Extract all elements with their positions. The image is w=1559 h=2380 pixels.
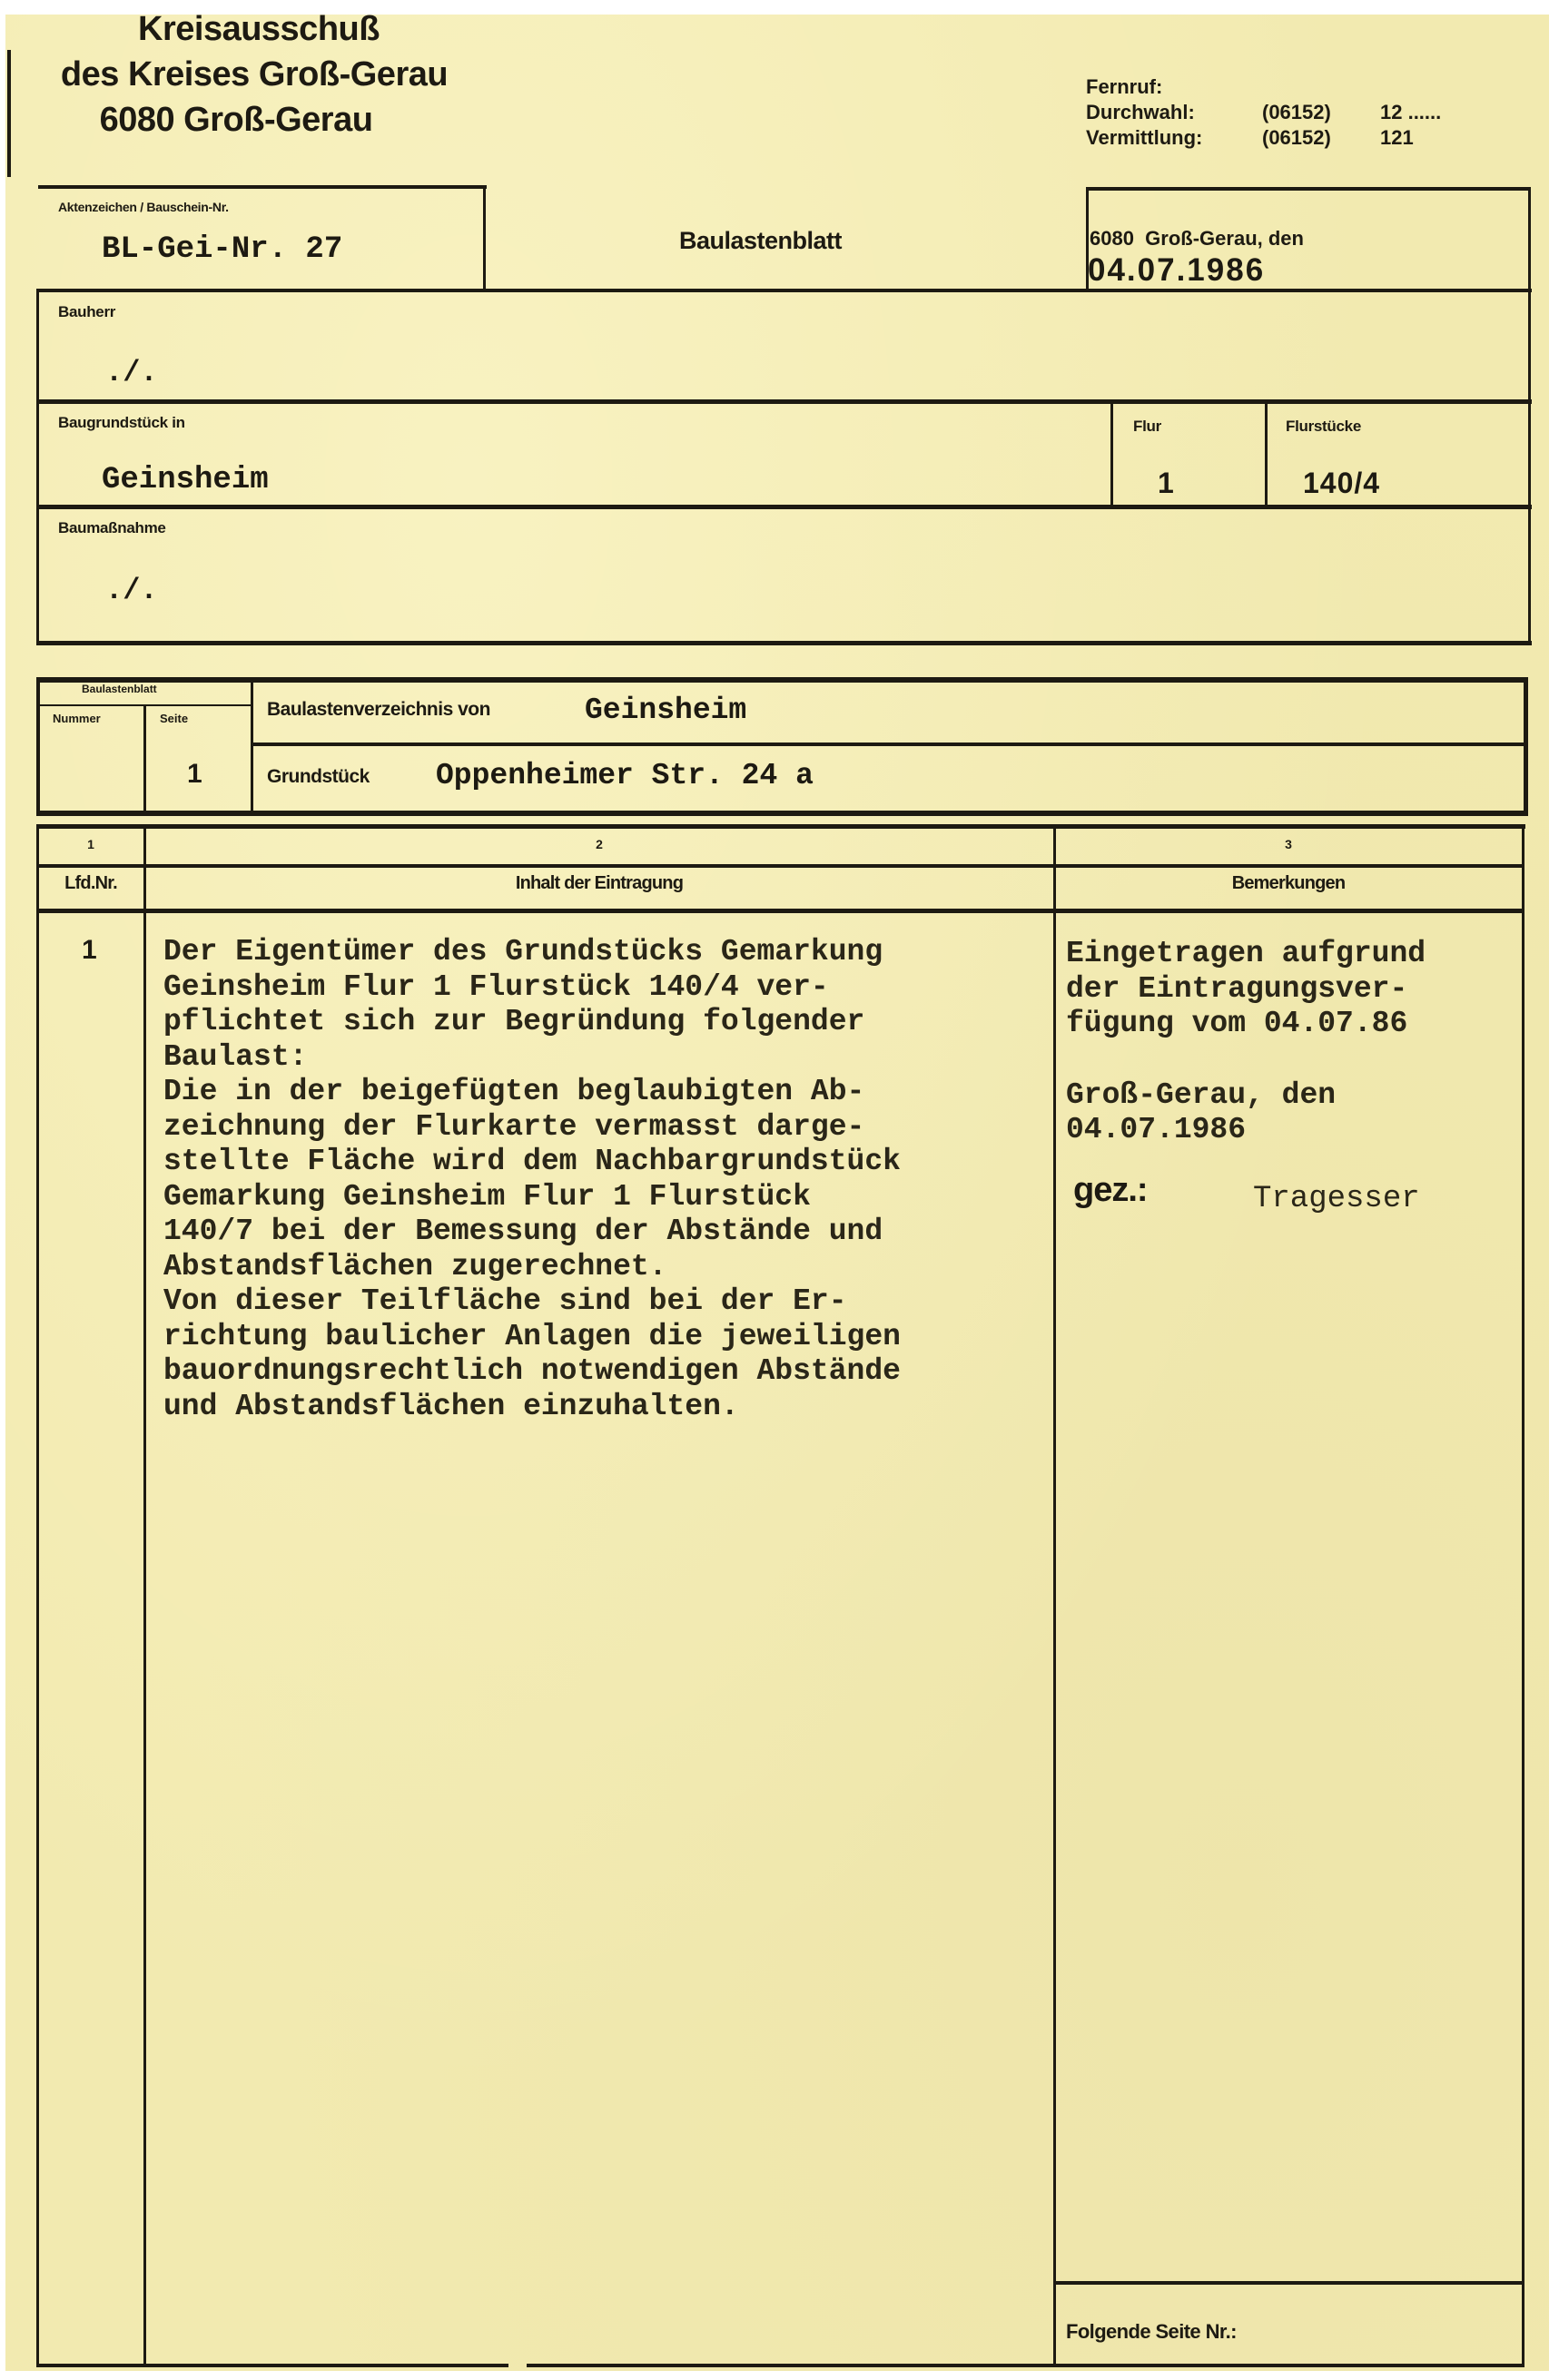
column-number-3: 3 (1285, 837, 1292, 851)
box-border (38, 185, 487, 189)
column-divider (143, 824, 146, 2367)
column-divider (1053, 824, 1056, 2367)
remarks-date: 04.07.1986 (1066, 1113, 1247, 1146)
remarks-line: der Eintragungsver- (1066, 971, 1408, 1006)
next-page-label: Folgende Seite Nr.: (1066, 2320, 1237, 2343)
sheet-page-value: 1 (187, 759, 202, 789)
box-border (483, 185, 486, 290)
sheet-number-label: Nummer (53, 712, 101, 725)
table-border (527, 2364, 1524, 2367)
row-index: 1 (82, 935, 97, 965)
place-date-label: 6080 Groß-Gerau, den (1090, 227, 1304, 250)
box-border (1086, 187, 1531, 191)
letterhead-authority: Kreisausschuß (138, 10, 380, 48)
entry-content-line: Die in der beigefügten beglaubigten Ab- (163, 1075, 865, 1108)
entry-content-line: Von dieser Teilfläche sind bei der Er- (163, 1284, 847, 1318)
footer-divider (1053, 2281, 1524, 2285)
frame-border (1528, 289, 1531, 644)
header-divider (38, 909, 1524, 913)
owner-value: ./. (105, 356, 158, 389)
switchboard-label: Vermittlung: (1086, 126, 1203, 149)
file-reference-label: Aktenzeichen / Bauschein-Nr. (58, 200, 229, 214)
entry-remarks (1066, 937, 1426, 1042)
column-number-2: 2 (596, 837, 603, 851)
column-divider (143, 704, 146, 813)
entry-content-line: Gemarkung Geinsheim Flur 1 Flurstück (163, 1179, 811, 1214)
column-header-remarks: Bemerkungen (1231, 873, 1346, 893)
entry-content-line: Geinsheim Flur 1 Flurstück 140/4 ver- (163, 969, 829, 1004)
sheet-page-label: Seite (160, 712, 189, 725)
frame-border (38, 289, 1532, 292)
entry-content-line: zeichnung der Flurkarte vermasst darge- (163, 1109, 865, 1144)
owner-label: Bauherr (58, 303, 116, 320)
column-divider (1265, 399, 1268, 508)
parcels-label: Flurstücke (1286, 418, 1361, 435)
column-divider (1110, 399, 1113, 508)
entry-content-line: Abstandsflächen zugerechnet. (163, 1249, 667, 1283)
frame-border (36, 811, 1528, 816)
entry-content-line: bauordnungsrechtlich notwendigen Abstände (163, 1354, 901, 1388)
letterhead-address: 6080 Groß-Gerau (99, 101, 373, 139)
frame-border (36, 677, 40, 815)
row-divider (38, 505, 1532, 509)
table-border (36, 824, 39, 2367)
sheet-label: Baulastenblatt (82, 683, 157, 695)
entry-content-line: Der Eigentümer des Grundstücks Gemarkung (163, 935, 883, 969)
box-border (1528, 187, 1531, 290)
flur-value: 1 (1158, 467, 1174, 499)
property-label: Grundstück (267, 766, 370, 787)
switchboard-number: 121 (1380, 126, 1414, 149)
direct-dial-number: 12 ...... (1380, 101, 1442, 123)
column-header-index: Lfd.Nr. (64, 873, 117, 893)
frame-border (36, 289, 39, 644)
flur-label: Flur (1133, 418, 1161, 435)
column-number-1: 1 (87, 837, 94, 851)
header-divider (38, 864, 1524, 868)
property-value: Oppenheimer Str. 24 a (436, 759, 814, 792)
table-border (38, 824, 1525, 829)
frame-border (36, 641, 1532, 645)
construction-measure-label: Baumaßnahme (58, 519, 166, 536)
row-divider (38, 399, 1532, 404)
direct-dial-area: (06152) (1262, 101, 1331, 123)
binding-edge-mark (7, 50, 11, 177)
entry-content-line: richtung baulicher Anlagen die jeweiligen (163, 1319, 901, 1353)
plot-location-value: Geinsheim (102, 463, 269, 497)
table-border (1522, 824, 1524, 2367)
remarks-line: Eingetragen aufgrund (1066, 937, 1426, 970)
frame-border (1524, 677, 1528, 815)
signed-label: gez.: (1073, 1171, 1148, 1209)
entry-content-line: Baulast: (163, 1039, 308, 1074)
remarks-place: Groß-Gerau, den (1066, 1078, 1337, 1112)
signed-name: Tragesser (1253, 1182, 1420, 1216)
entry-content-line: 140/7 bei der Bemessung der Abstände und (163, 1215, 883, 1248)
issue-date: 04.07.1986 (1088, 252, 1266, 288)
direct-dial-label: Durchwahl: (1086, 101, 1195, 123)
parcels-value: 140/4 (1303, 467, 1381, 499)
row-divider (252, 743, 1525, 746)
entry-content-line: und Abstandsflächen einzuhalten. (163, 1389, 739, 1423)
phone-label: Fernruf: (1086, 75, 1163, 98)
construction-measure-value: ./. (105, 574, 158, 607)
frame-border (38, 677, 1527, 683)
remarks-line: fügung vom 04.07.86 (1066, 1007, 1408, 1040)
form-title: Baulastenblatt (679, 227, 843, 254)
entry-content-line: stellte Fläche wird dem Nachbargrundstück (163, 1145, 901, 1178)
switchboard-area: (06152) (1262, 126, 1331, 149)
entry-content-line: pflichtet sich zur Begründung folgender (163, 1005, 865, 1038)
column-header-content: Inhalt der Eintragung (515, 873, 684, 893)
table-border (36, 2364, 508, 2367)
entry-content (163, 935, 901, 1424)
directory-value: Geinsheim (585, 693, 747, 727)
plot-location-label: Baugrundstück in (58, 414, 185, 431)
file-reference-value: BL-Gei-Nr. 27 (102, 232, 343, 267)
directory-label: Baulastenverzeichnis von (267, 699, 490, 720)
letterhead-district: des Kreises Groß-Gerau (60, 55, 449, 93)
